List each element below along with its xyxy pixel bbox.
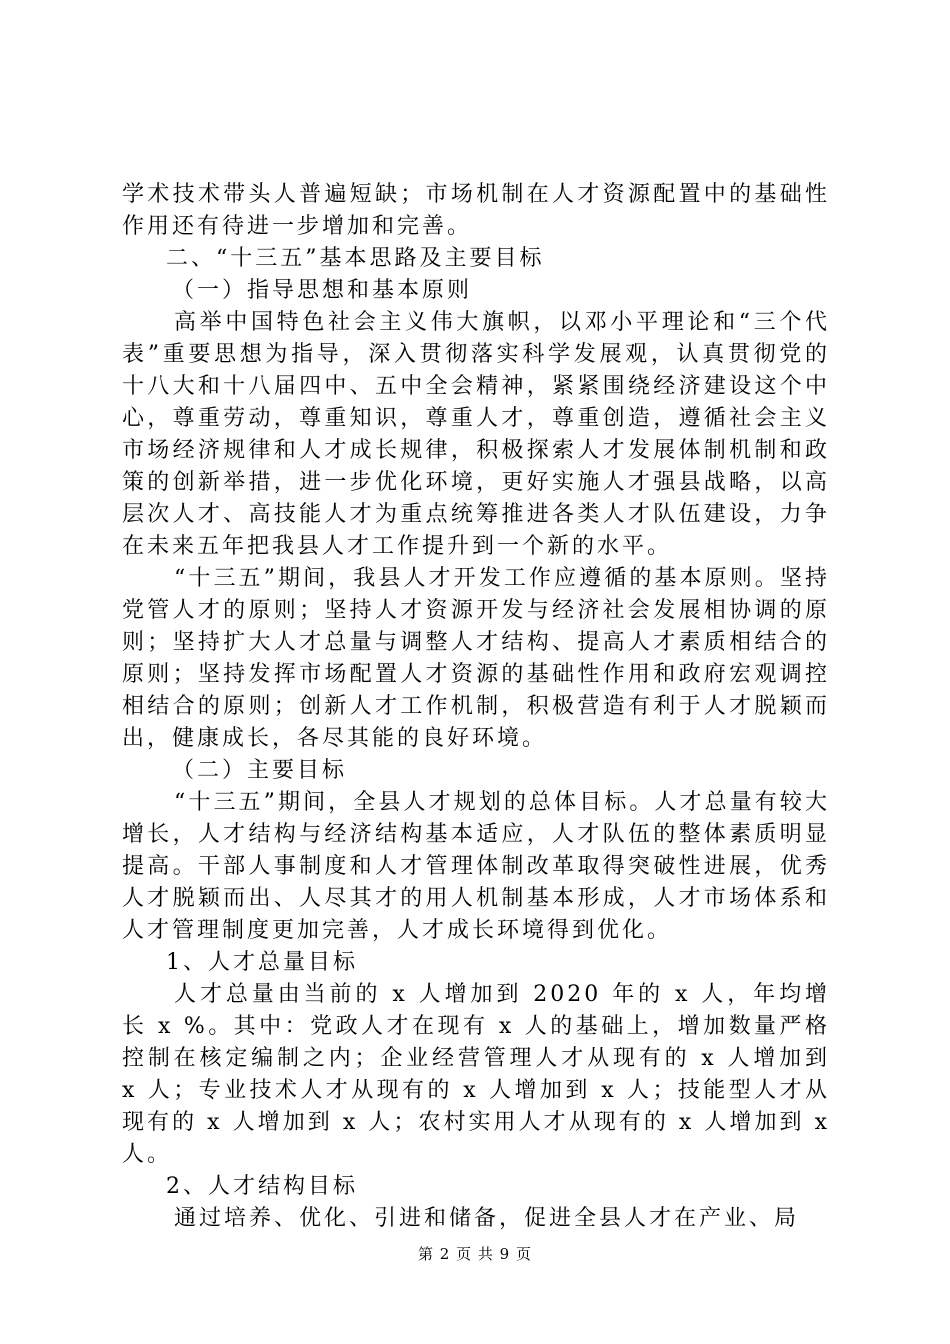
heading-talent-structure-goal: 2、人才结构目标 — [166, 1174, 358, 1199]
paragraph-1: 学术技术带头人普遍短缺；市场机制在人才资源配置中的基础性作用还有待进一步增加和完善。 — [122, 182, 830, 239]
paragraph-guiding-ideology: 高举中国特色社会主义伟大旗帜，以邓小平理论和“三个代表”重要思想为指导，深入贯彻落实科学发展观，认真贯彻党的十八大和十八届四中、五中全会精神，紧紧围绕经济建设这个中心，尊重劳动，尊重知识，尊重人才，尊重创造，遵循社会主义市场经济规律和人才成长规律，积极探索人才发展体制机制和政策的创新举措，进一步优化环境，更好实施人才强县战略，以高层次人才、高技能人才为重点统筹推进各类人才队伍建设，力争在未来五年把我县人才工作提升到一个新的水平。 — [122, 310, 830, 559]
section-heading-2: 二、“十三五”基本思路及主要目标 — [166, 246, 545, 271]
page-number-footer: 第 2 页 共 9 页 — [418, 1245, 532, 1263]
paragraph-talent-total: 人才总量由当前的 x 人增加到 2020 年的 x 人，年均增长 x %。其中：党政人才在现有 x 人的基础上，增加数量严格控制在核定编制之内；企业经营管理人才从现有的 x 人增加到 x 人；专业技术人才从现有的 x 人增加到 x 人；技能型人才从现有的 x 人增加到 x 人；农村实用人才从现有的 x 人增加到 x 人。 — [122, 982, 830, 1167]
heading-talent-total-goal: 1、人才总量目标 — [166, 950, 358, 975]
paragraph-talent-structure: 通过培养、优化、引进和储备，促进全县人才在产业、局 — [174, 1206, 800, 1231]
paragraph-overall-goal: “十三五”期间，全县人才规划的总体目标。人才总量有较大增长，人才结构与经济结构基本适应，人才队伍的整体素质明显提高。干部人事制度和人才管理体制改革取得突破性进展，优秀人才脱颖而出、人尽其才的用人机制基本形成，人才市场体系和人才管理制度更加完善，人才成长环境得到优化。 — [122, 790, 830, 943]
subsection-heading-guiding-principles: （一）指导思想和基本原则 — [172, 278, 473, 303]
paragraph-basic-principles: “十三五”期间，我县人才开发工作应遵循的基本原则。坚持党管人才的原则；坚持人才资源开发与经济社会发展相协调的原则；坚持扩大人才总量与调整人才结构、提高人才素质相结合的原则；坚持发挥市场配置人才资源的基础性作用和政府宏观调控相结合的原则；创新人才工作机制，积极营造有利于人才脱颖而出，健康成长，各尽其能的良好环境。 — [122, 566, 830, 751]
subsection-heading-main-goals: （二）主要目标 — [172, 758, 348, 783]
document-body — [122, 179, 830, 1235]
